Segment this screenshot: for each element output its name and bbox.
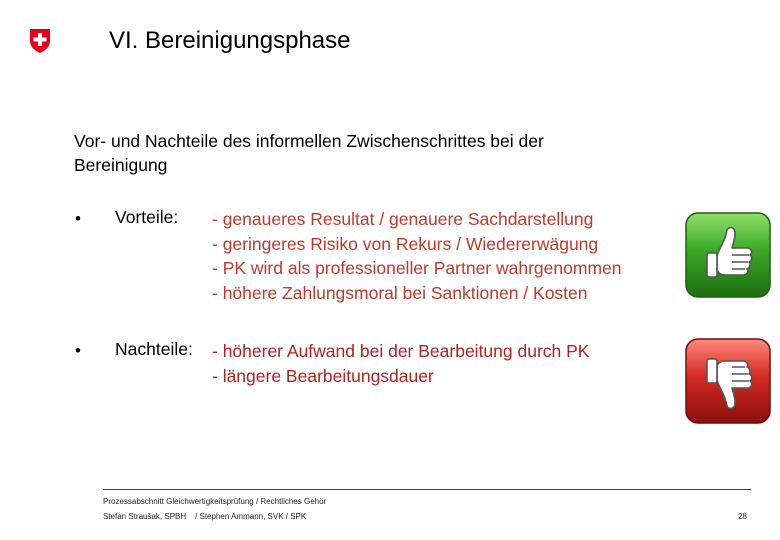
bullet-advantages: • bbox=[75, 209, 81, 228]
subtitle bbox=[74, 129, 694, 177]
list-item: - PK wird als professioneller Partner wahrgenommen bbox=[212, 258, 622, 279]
list-item: - geringeres Risiko von Rekurs / Wiedererwägung bbox=[212, 233, 599, 254]
footer-authors: Stefan Straušak, SPBH / Stephen Ammann, SVK / SPK bbox=[103, 512, 307, 521]
subtitle-line-1: Vor- und Nachteile des informellen Zwischenschrittes bei der bbox=[74, 131, 544, 151]
advantages-list bbox=[212, 207, 621, 306]
footer-topic: Prozessabschnitt Gleichwertigkeitsprüfung / Rechtliches Gehör bbox=[103, 497, 327, 506]
disadvantages-list bbox=[212, 339, 589, 388]
swiss-cross-shield-icon bbox=[29, 28, 51, 54]
footer-divider bbox=[103, 489, 751, 490]
list-item: - genaueres Resultat / genauere Sachdarstellung bbox=[212, 209, 594, 229]
advantages-label: Vorteile: bbox=[115, 207, 179, 227]
page-title: VI. Bereinigungsphase bbox=[109, 27, 351, 54]
list-item: - höhere Zahlungsmoral bei Sanktionen / Kosten bbox=[212, 283, 588, 304]
subtitle-line-2: Bereinigung bbox=[74, 155, 168, 175]
bullet-disadvantages: • bbox=[75, 341, 81, 360]
list-item: - längere Bearbeitungsdauer bbox=[212, 365, 434, 386]
disadvantages-label: Nachteile: bbox=[115, 339, 193, 359]
page-number: 28 bbox=[738, 512, 747, 521]
thumbs-up-icon bbox=[685, 212, 771, 298]
thumbs-down-icon bbox=[685, 338, 771, 424]
list-item: - höherer Aufwand bei der Bearbeitung durch PK bbox=[212, 341, 590, 361]
